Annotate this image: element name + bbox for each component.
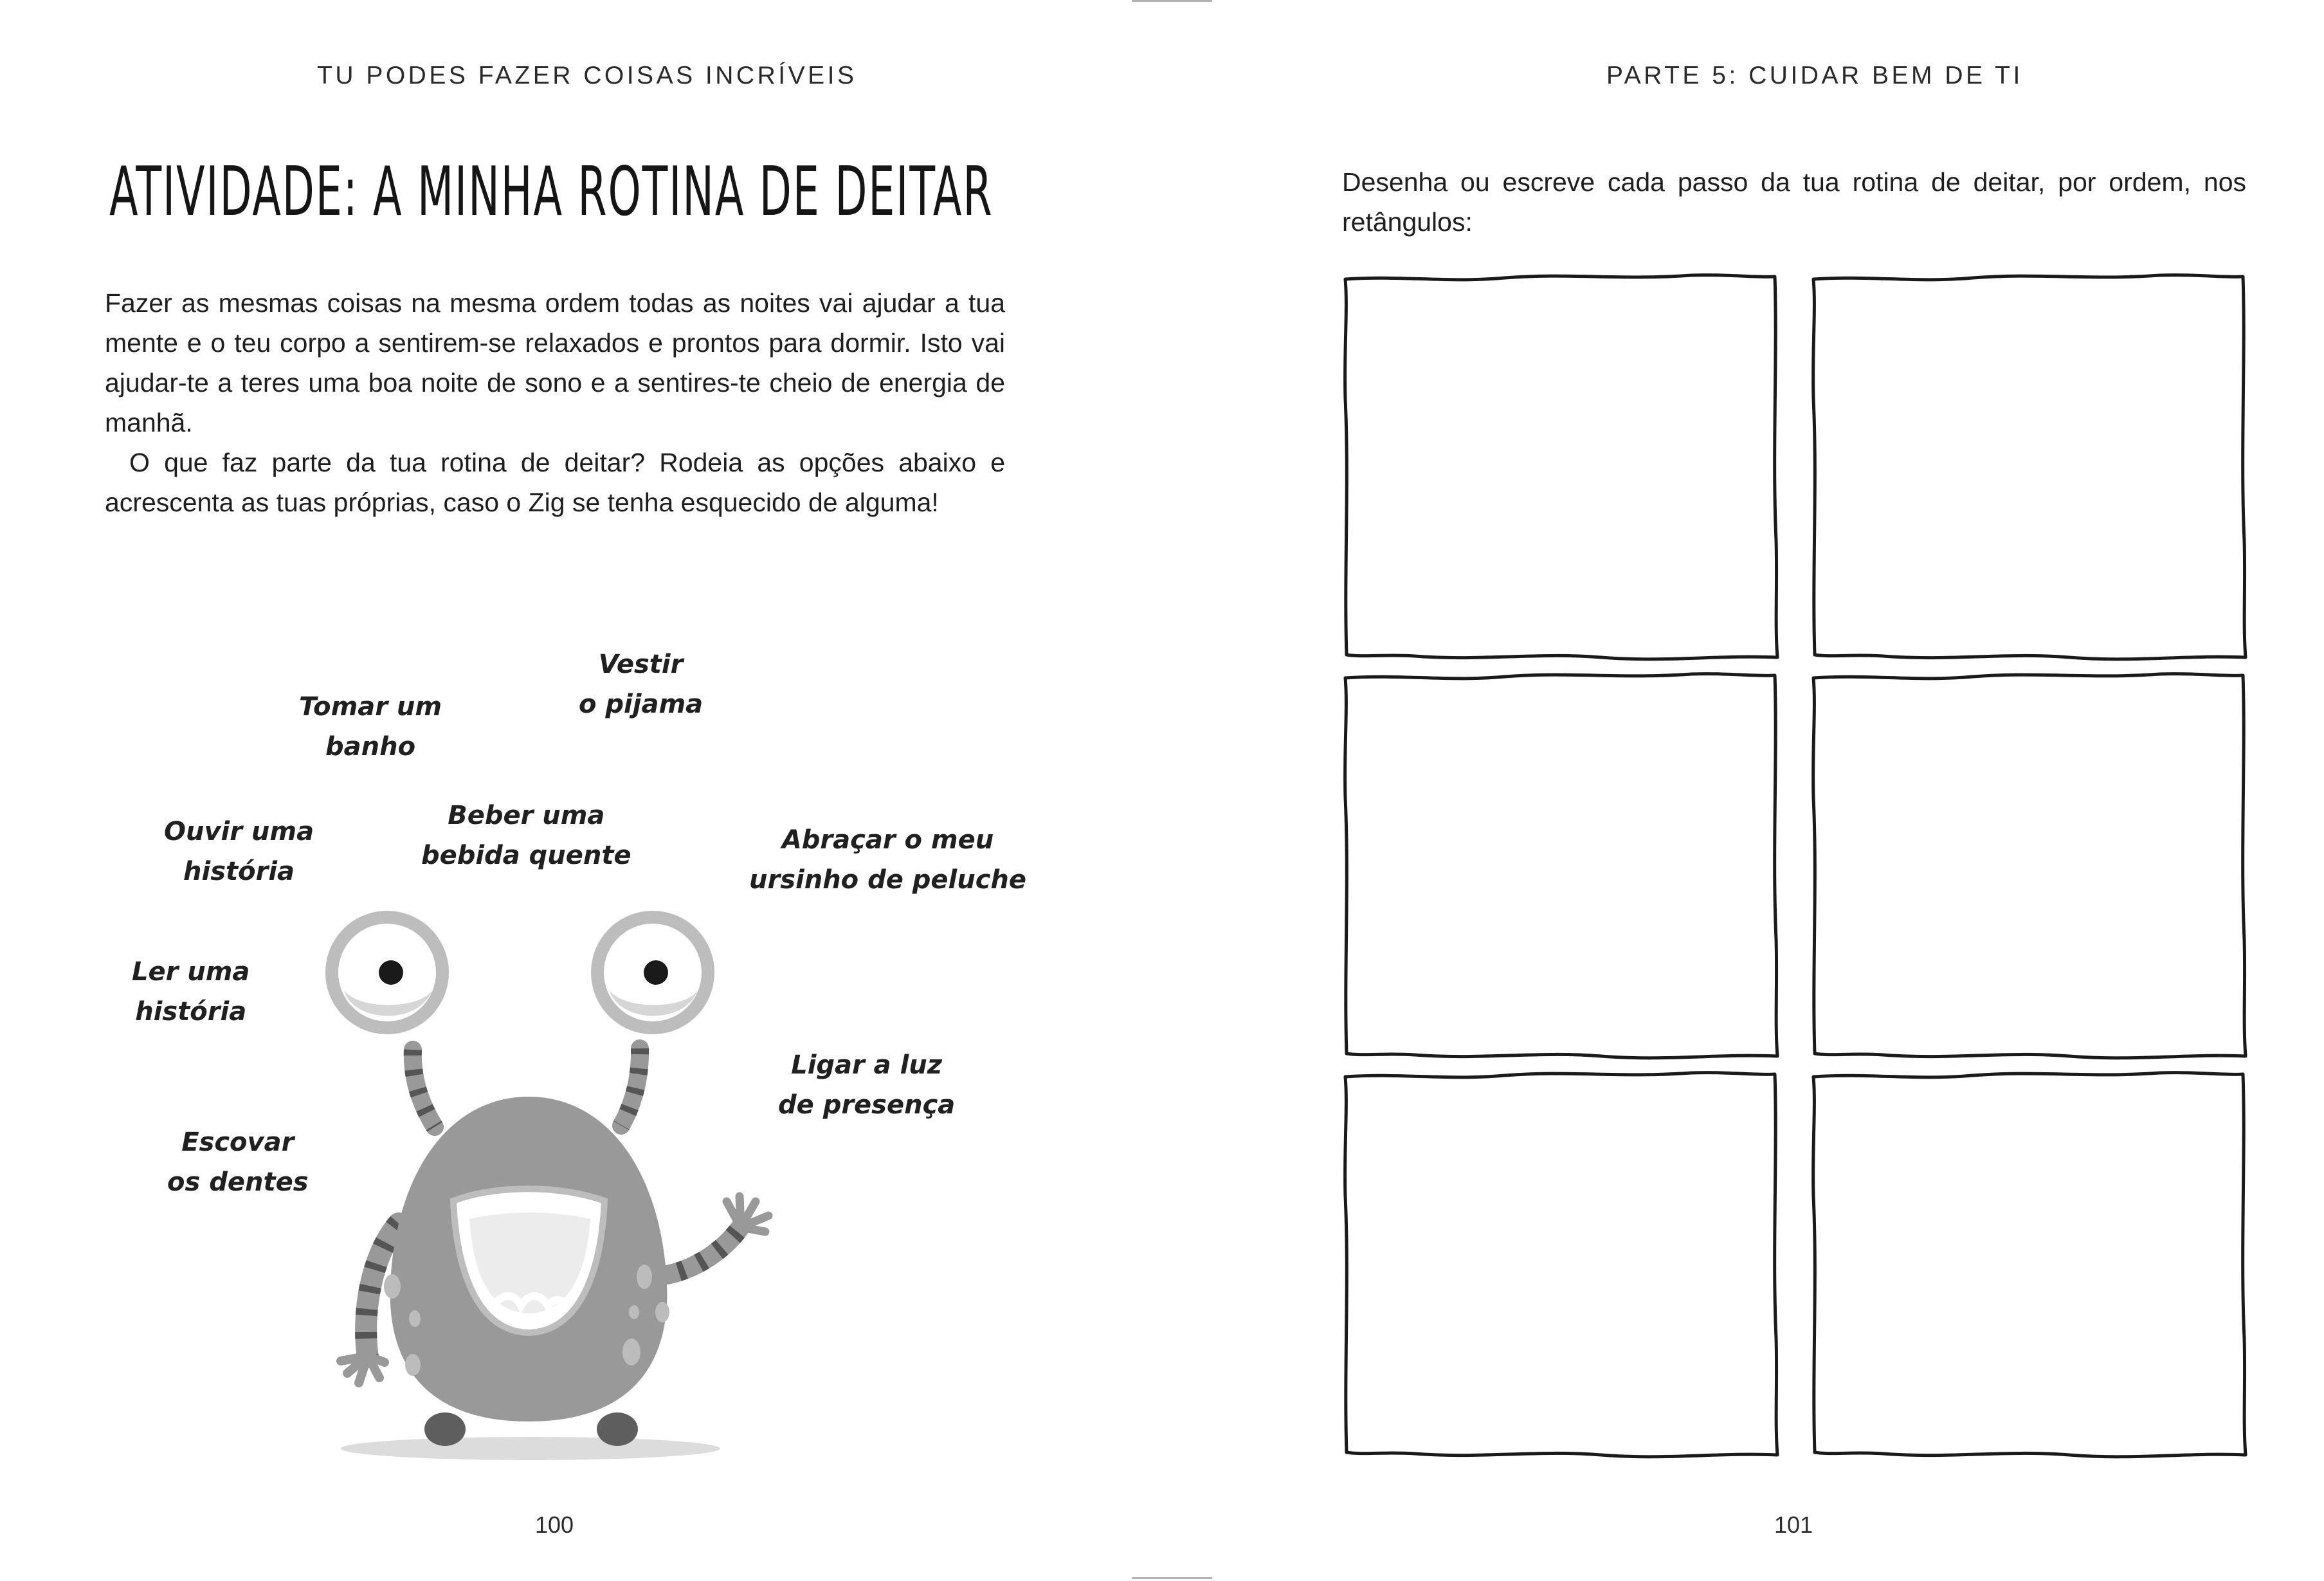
page-number-right: 101: [1774, 1512, 1813, 1538]
activity-title: ATIVIDADE: A MINHA ROTINA DE DEITAR: [109, 152, 994, 231]
option-escovar-os-dentes[interactable]: Escovar os dentes: [167, 1128, 309, 1197]
monster-left-arm: [341, 1223, 399, 1383]
drawing-frame-5[interactable]: [1345, 1073, 1777, 1457]
intro-text: [105, 283, 1005, 522]
drawing-frame-1[interactable]: [1345, 275, 1777, 659]
option-abracar-o-meu-ursinho[interactable]: Abraçar o meu ursinho de peluche: [749, 825, 1027, 895]
monster-left-antenna: [413, 1050, 435, 1127]
drawing-frame-3[interactable]: [1345, 674, 1777, 1058]
intro-paragraph-1: Fazer as mesmas coisas na mesma ordem todas as noites vai ajudar a tua mente e o teu corpo a sentirem-se relaxados e prontos para dormir. Isto vai ajudar-te a teres uma boa noite de sono e a sentires-te cheio de energia de manhã.: [105, 288, 1005, 437]
monster-right-eye: [591, 911, 714, 1034]
drawing-frame-6[interactable]: [1813, 1073, 2246, 1457]
running-head-left: TU PODES FAZER COISAS INCRÍVEIS: [317, 62, 857, 89]
monster-right-antenna: [621, 1048, 640, 1126]
running-head-right: PARTE 5: CUIDAR BEM DE TI: [1606, 62, 2023, 89]
option-tomar-um-banho[interactable]: Tomar um banho: [299, 692, 442, 762]
monster-shadow: [341, 1437, 720, 1460]
option-ligar-a-luz-de-presenca[interactable]: Ligar a luz de presença: [778, 1050, 956, 1120]
monster-left-foot: [424, 1412, 466, 1446]
monster-right-arm: [657, 1196, 768, 1276]
option-beber-uma-bebida-quente[interactable]: Beber uma bebida quente: [421, 801, 631, 870]
drawing-frame-4[interactable]: [1813, 674, 2246, 1058]
zig-monster-illustration: [277, 894, 855, 1473]
option-vestir-o-pijama[interactable]: Vestir o pijama: [579, 650, 704, 719]
monster-left-eye: [325, 911, 449, 1034]
instructions-text: Desenha ou escreve cada passo da tua rotina de deitar, por ordem, nos retângulos:: [1342, 167, 2246, 237]
drawing-frame-2[interactable]: [1813, 275, 2246, 659]
option-ler-uma-historia[interactable]: Ler uma história: [132, 957, 250, 1027]
intro-paragraph-2: O que faz parte da tua rotina de deitar? Rodeia as opções abaixo e acrescenta as tuas próprias, caso o Zig se tenha esquecido de alguma!: [105, 448, 1005, 517]
option-ouvir-uma-historia[interactable]: Ouvir uma história: [164, 817, 314, 886]
drawing-frames-grid: [1331, 264, 2257, 1467]
page-number-left: 100: [535, 1512, 574, 1538]
monster-right-foot: [597, 1412, 638, 1446]
